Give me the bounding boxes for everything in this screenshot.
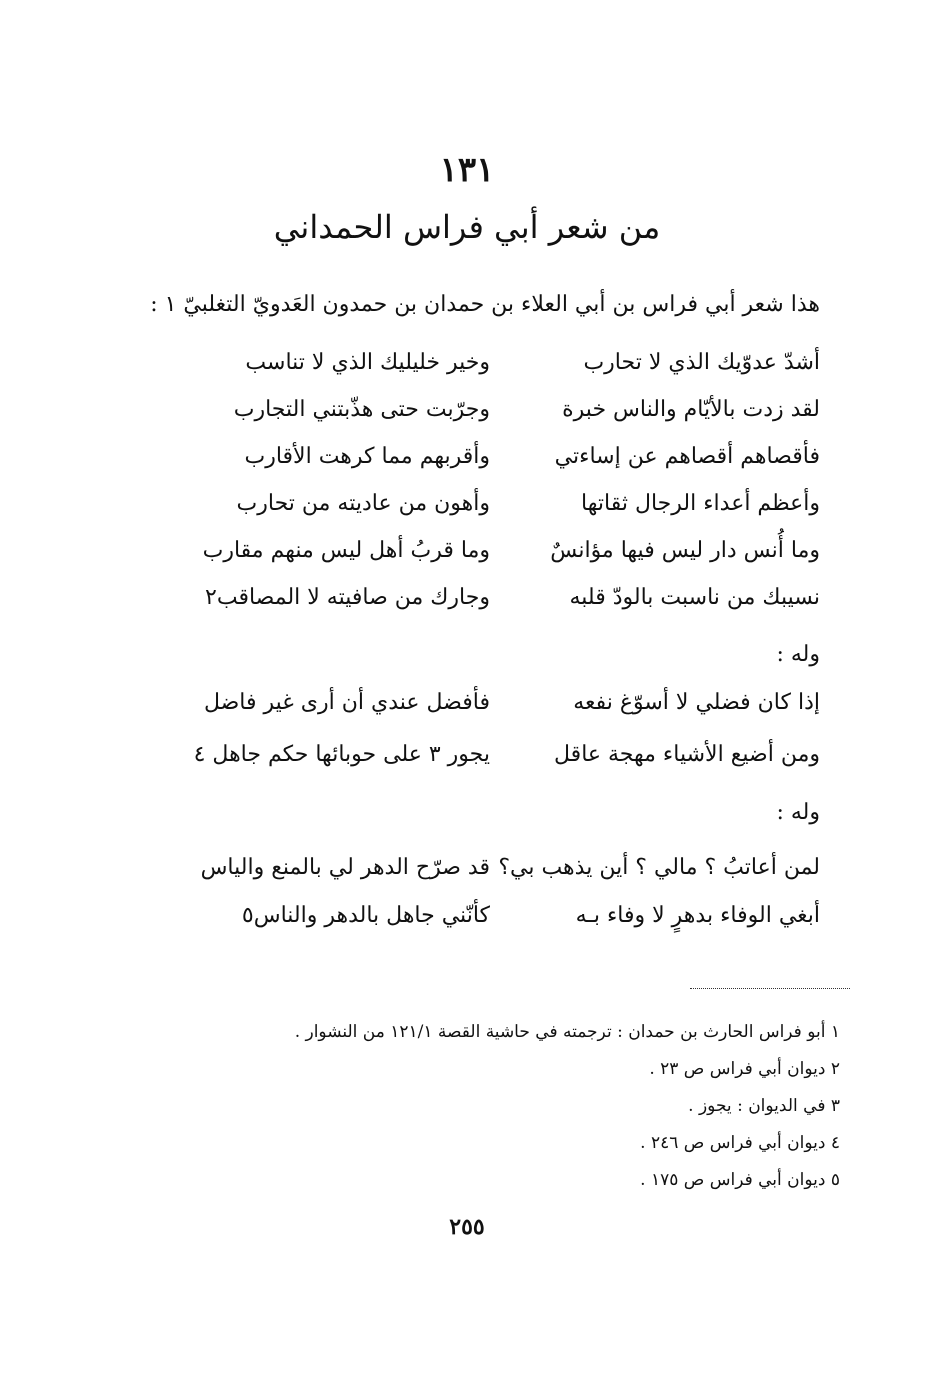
verse-first-hemistich: أبغي الوفاء بدهرٍ لا وفاء بـه	[575, 903, 820, 928]
footnotes	[200, 1022, 840, 1207]
verse	[180, 742, 820, 789]
verse-second-hemistich: وما قربُ أهل ليس منهم مقارب	[202, 538, 490, 563]
verse-second-hemistich: وخير خليليك الذي لا تناسب	[245, 350, 490, 375]
intro-line: هذا شعر أبي فراس بن أبي العلاء بن حمدان بن حمدون العَدويّ التغلبيّ ١ :	[150, 292, 820, 317]
walahu-heading: وله :	[776, 800, 820, 825]
verse-second-hemistich: يجور ٣ على حوبائها حكم جاهل ٤	[193, 742, 490, 767]
verse-second-hemistich: وأهون من عاديته من تحارب	[236, 491, 490, 516]
footnote: ٤ ديوان أبي فراس ص ٢٤٦ .	[640, 1133, 840, 1153]
footnote: ٢ ديوان أبي فراس ص ٢٣ .	[649, 1059, 840, 1079]
verse	[180, 491, 820, 538]
verse-second-hemistich: وجارك من صافيته لا المصاقب٢	[205, 585, 490, 610]
verse-first-hemistich: لقد زدت بالأيّام والناس خبرة	[562, 397, 820, 422]
verse	[180, 397, 820, 444]
verse	[180, 690, 820, 742]
poem-1	[180, 350, 820, 632]
verse-first-hemistich: أشدّ عدوّيك الذي لا تحارب	[583, 350, 820, 375]
footnote: ١ أبو فراس الحارث بن حمدان : ترجمته في حاشية القصة ١٢١/١ من النشوار .	[294, 1022, 840, 1042]
verse-second-hemistich: قد صرّح الدهر لي بالمنع والياس	[200, 855, 490, 880]
verse-first-hemistich: إذا كان فضلي لا أسوّغ نفعه	[573, 690, 820, 715]
verse	[180, 903, 820, 950]
poem-2	[180, 690, 820, 789]
verse-first-hemistich: وأعظم أعداء الرجال ثقاتها	[581, 491, 820, 516]
verse	[180, 585, 820, 632]
poem-3	[180, 855, 820, 950]
verse-first-hemistich: نسيبك من ناسبت بالودّ قلبه	[569, 585, 820, 610]
verse-first-hemistich: فأقصاهم أقصاهم عن إساءتي	[554, 444, 820, 469]
walahu-heading: وله :	[776, 642, 820, 667]
section-number: ١٣١	[439, 150, 495, 190]
verse-second-hemistich: وجرّبت حتى هذّبتني التجارب	[233, 397, 490, 422]
verse	[180, 350, 820, 397]
footnote: ٥ ديوان أبي فراس ص ١٧٥ .	[640, 1170, 840, 1190]
footnote: ٣ في الديوان : يجوز .	[688, 1096, 840, 1116]
verse-second-hemistich: كأنّني جاهل بالدهر والناس٥	[241, 903, 490, 928]
verse	[180, 444, 820, 491]
footnote-divider	[690, 988, 850, 989]
verse-first-hemistich: ومن أضيع الأشياء مهجة عاقل	[554, 742, 820, 767]
verse-first-hemistich: لمن أعاتبُ ؟ مالي ؟ أين يذهب بي؟	[498, 855, 820, 880]
verse	[180, 538, 820, 585]
verse-second-hemistich: فأفضل عندي أن أرى غير فاضل	[203, 690, 490, 715]
verse-second-hemistich: وأقربهم مما كرهت الأقارب	[244, 444, 490, 469]
verse-first-hemistich: وما أُنس دار ليس فيها مؤانسٌ	[550, 538, 820, 563]
page-title: من شعر أبي فراس الحمداني	[273, 208, 661, 246]
page-number: ٢٥٥	[449, 1214, 485, 1240]
verse	[180, 855, 820, 903]
